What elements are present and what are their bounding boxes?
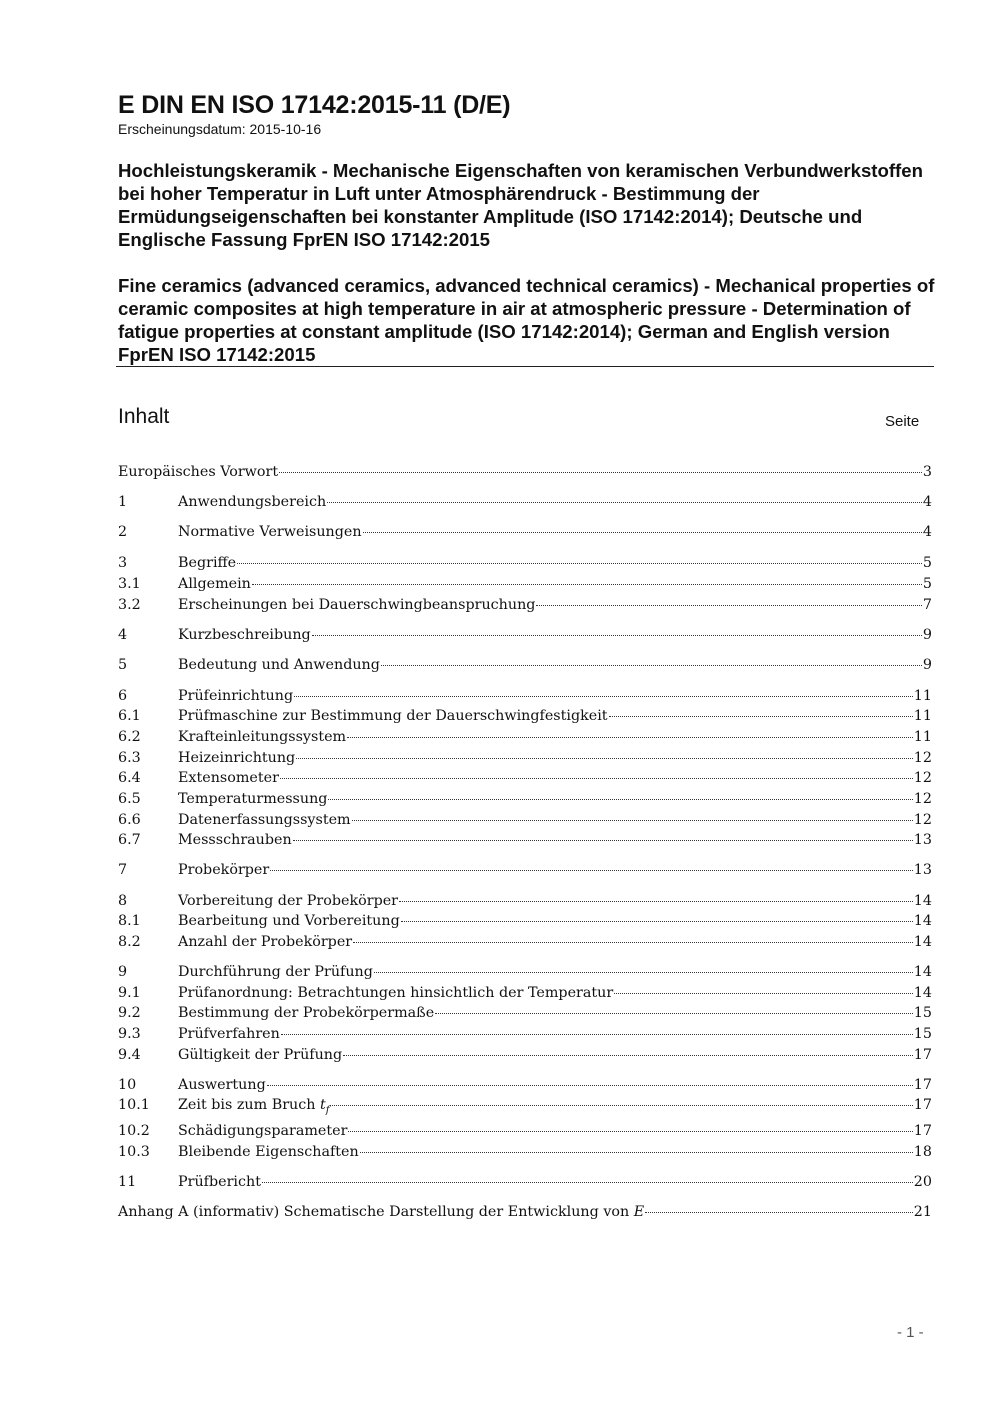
toc-entry-page: 15 bbox=[913, 1026, 932, 1042]
toc-dot-leader bbox=[312, 635, 922, 636]
toc-entry-number: 6.6 bbox=[118, 812, 141, 828]
german-title: Hochleistungskeramik - Mechanische Eigenschaften von keramischen Verbundwerkstoffen bei hoher Temperatur in Luft unter Atmosphärendruck - Bestimmung der Ermüdungseigenschaften bei konstanter Amplitude (ISO 17142:2014); Deutsche und Englische Fassung FprEN ISO 17142:2015 bbox=[118, 160, 923, 250]
toc-entry-page: 5 bbox=[922, 576, 932, 592]
toc-entry[interactable] bbox=[118, 1123, 932, 1144]
toc-entry-title bbox=[178, 1077, 266, 1093]
toc-entry-number: 10.3 bbox=[118, 1144, 150, 1160]
toc-entry-number: 3 bbox=[118, 555, 128, 571]
toc-dot-leader bbox=[348, 1131, 912, 1132]
toc-entry[interactable] bbox=[118, 708, 932, 729]
toc-entry-title-text: Bleibende Eigenschaften bbox=[178, 1144, 359, 1160]
toc-entry-title bbox=[178, 524, 362, 540]
toc-heading: Inhalt bbox=[118, 405, 170, 428]
toc-entry-number: 1 bbox=[118, 494, 128, 510]
toc-entry-title bbox=[178, 1047, 342, 1063]
toc-entry-title-text: Prüfeinrichtung bbox=[178, 688, 294, 704]
toc-entry-title-text: Schädigungsparameter bbox=[178, 1123, 348, 1139]
toc-entry-title-text: Normative Verweisungen bbox=[178, 524, 362, 540]
toc-entry[interactable] bbox=[118, 1005, 932, 1026]
toc-entry[interactable] bbox=[118, 1097, 932, 1118]
toc-entry-page: 12 bbox=[913, 812, 932, 828]
toc-entry-number: 10.1 bbox=[118, 1097, 150, 1113]
toc-entry-title-text: Kurzbeschreibung bbox=[178, 627, 311, 643]
toc-entry[interactable] bbox=[118, 1026, 932, 1047]
toc-entry-title-text: Vorbereitung der Probekörper bbox=[178, 893, 399, 909]
toc-entry[interactable] bbox=[118, 1174, 932, 1195]
toc-entry-title-text: Prüfverfahren bbox=[178, 1026, 280, 1042]
toc-page-label: Seite bbox=[885, 413, 920, 430]
toc-entry-page: 4 bbox=[922, 494, 932, 510]
toc-entry-title-text: Europäisches Vorwort bbox=[118, 464, 279, 480]
toc-entry-title bbox=[178, 1026, 280, 1042]
toc-entry-number: 9.4 bbox=[118, 1047, 141, 1063]
toc-entry-title-text: Bestimmung der Probekörpermaße bbox=[178, 1005, 435, 1021]
toc-entry-page: 14 bbox=[913, 964, 932, 980]
toc-entry-page: 15 bbox=[913, 1005, 932, 1021]
toc-entry-title bbox=[178, 750, 295, 766]
toc-dot-leader bbox=[360, 1152, 913, 1153]
toc-dot-leader bbox=[328, 799, 912, 800]
toc-entry[interactable] bbox=[118, 812, 932, 833]
toc-entry-title-text: Erscheinungen bei Dauerschwingbeanspruchung bbox=[178, 597, 536, 613]
toc-dot-leader bbox=[363, 532, 922, 533]
toc-dot-leader bbox=[343, 1055, 913, 1056]
toc-entry-number: 7 bbox=[118, 862, 128, 878]
toc-entry-number: 6.2 bbox=[118, 729, 141, 745]
toc-entry[interactable] bbox=[118, 627, 932, 648]
toc-entry-number: 9 bbox=[118, 964, 128, 980]
toc-dot-leader bbox=[252, 584, 922, 585]
toc-entry-page: 17 bbox=[913, 1097, 932, 1113]
english-title: Fine ceramics (advanced ceramics, advanced technical ceramics) - Mechanical properties of ceramic composites at high temperature in air at atmospheric pressure - Determination of fatigue properties at constant amplitude (ISO 17142:2014); German and English version FprEN ISO 17142:2015 bbox=[118, 275, 935, 365]
toc-entry[interactable] bbox=[118, 1144, 932, 1165]
toc-entry-title bbox=[118, 1204, 644, 1220]
toc-entry-page: 13 bbox=[913, 862, 932, 878]
toc-dot-leader bbox=[270, 870, 913, 871]
toc-entry-title bbox=[178, 627, 311, 643]
toc-entry-number: 6.7 bbox=[118, 832, 141, 848]
toc-entry-page: 11 bbox=[913, 708, 932, 724]
toc-entry-number: 8.2 bbox=[118, 934, 141, 950]
toc-entry-title-text: Zeit bis zum Bruch bbox=[178, 1097, 316, 1113]
toc-dot-leader bbox=[399, 901, 913, 902]
toc-entry-title bbox=[178, 729, 346, 745]
toc-entry[interactable] bbox=[118, 555, 932, 576]
toc-entry-number: 8 bbox=[118, 893, 128, 909]
toc-entry-number: 9.2 bbox=[118, 1005, 141, 1021]
toc-entry[interactable] bbox=[118, 832, 932, 853]
toc-dot-leader bbox=[294, 696, 913, 697]
toc-entry-title bbox=[118, 464, 278, 480]
toc-entry-number: 6.5 bbox=[118, 791, 141, 807]
toc-entry-title-text: Begriffe bbox=[178, 555, 237, 571]
toc-entry[interactable] bbox=[118, 964, 932, 985]
toc-entry[interactable] bbox=[118, 1077, 932, 1098]
toc-entry[interactable] bbox=[118, 597, 932, 618]
toc-entry-page: 13 bbox=[913, 832, 932, 848]
toc-entry-page: 5 bbox=[922, 555, 932, 571]
publication-date: Erscheinungsdatum: 2015-10-16 bbox=[118, 121, 322, 137]
toc-entry-title-text: Extensometer bbox=[178, 770, 279, 786]
toc-dot-leader bbox=[237, 563, 922, 564]
toc-entry-page: 18 bbox=[913, 1144, 932, 1160]
toc-dot-leader bbox=[281, 1034, 913, 1035]
toc-dot-leader bbox=[327, 502, 922, 503]
toc-entry-title bbox=[178, 862, 269, 878]
toc-dot-leader bbox=[614, 993, 913, 994]
toc-dot-leader bbox=[374, 972, 913, 973]
toc-dot-leader bbox=[293, 840, 913, 841]
toc-entry-title bbox=[178, 1005, 434, 1021]
toc-entry[interactable] bbox=[118, 893, 932, 914]
math-subscript: f bbox=[325, 1104, 330, 1116]
toc-entry-title-text: Krafteinleitungssystem bbox=[178, 729, 347, 745]
toc-dot-leader bbox=[536, 605, 921, 606]
toc-entry-title bbox=[178, 1144, 359, 1160]
toc-entry-page: 14 bbox=[913, 934, 932, 950]
toc-entry-number: 9.3 bbox=[118, 1026, 141, 1042]
toc-entry-number: 9.1 bbox=[118, 985, 141, 1001]
math-symbol: E bbox=[633, 1204, 645, 1220]
toc-entry-title bbox=[178, 494, 326, 510]
toc-dot-leader bbox=[435, 1013, 913, 1014]
toc-entry-title-text: Durchführung der Prüfung bbox=[178, 964, 373, 980]
toc-entry-number: 6 bbox=[118, 688, 128, 704]
toc-entry-title bbox=[178, 597, 535, 613]
toc-entry-title-text: Bedeutung und Anwendung bbox=[178, 657, 380, 673]
toc-entry-title-text: Heizeinrichtung bbox=[178, 750, 296, 766]
toc-entry-page: 7 bbox=[922, 597, 932, 613]
toc-entry-title bbox=[178, 791, 327, 807]
toc-entry-title-text: Probekörper bbox=[178, 862, 270, 878]
toc-entry-title-text: Prüfanordnung: Betrachtungen hinsichtlich der Temperatur bbox=[178, 985, 614, 1001]
toc-entry-title bbox=[178, 688, 293, 704]
toc-entry-title-text: Bearbeitung und Vorbereitung bbox=[178, 913, 400, 929]
toc-entry-title-text: Auswertung bbox=[178, 1077, 266, 1093]
toc-entry-page: 17 bbox=[913, 1047, 932, 1063]
toc-entry-page: 9 bbox=[922, 627, 932, 643]
math-symbol: t bbox=[320, 1097, 326, 1113]
toc-entry-title-text: Gültigkeit der Prüfung bbox=[178, 1047, 343, 1063]
toc-entry-page: 17 bbox=[913, 1077, 932, 1093]
toc-entry[interactable] bbox=[118, 524, 932, 545]
toc-entry-page: 12 bbox=[913, 750, 932, 766]
toc-entry-title bbox=[178, 708, 608, 724]
toc-entry-number: 10.2 bbox=[118, 1123, 150, 1139]
toc-entry[interactable] bbox=[118, 464, 932, 485]
toc-dot-leader bbox=[609, 716, 913, 717]
toc-entry-number: 10 bbox=[118, 1077, 137, 1093]
toc-entry-title-text: Datenerfassungssystem bbox=[178, 812, 351, 828]
toc-entry[interactable] bbox=[118, 1047, 932, 1068]
toc-entry[interactable] bbox=[118, 1204, 932, 1225]
toc-dot-leader bbox=[267, 1085, 913, 1086]
toc-entry-number: 6.3 bbox=[118, 750, 141, 766]
toc-entry-title-text: Allgemein bbox=[178, 576, 251, 592]
toc-entry-page: 11 bbox=[913, 688, 932, 704]
toc-entry[interactable] bbox=[118, 688, 932, 709]
toc-entry-title bbox=[178, 964, 373, 980]
toc-entry-title bbox=[178, 812, 351, 828]
toc-entry-number: 8.1 bbox=[118, 913, 141, 929]
toc-entry-title bbox=[178, 893, 398, 909]
toc-entry-page: 21 bbox=[913, 1204, 932, 1220]
toc-entry-title-text: Anzahl der Probekörper bbox=[178, 934, 353, 950]
toc-entry-title bbox=[178, 913, 400, 929]
toc-entry-page: 11 bbox=[913, 729, 932, 745]
toc-entry-title-text: Prüfmaschine zur Bestimmung der Dauerschwingfestigkeit bbox=[178, 708, 608, 724]
toc-entry[interactable] bbox=[118, 494, 932, 515]
toc-entry[interactable] bbox=[118, 862, 932, 883]
toc-entry-page: 12 bbox=[913, 791, 932, 807]
toc-entry[interactable] bbox=[118, 913, 932, 934]
toc-entry-title bbox=[178, 1097, 329, 1116]
toc-entry-number: 6.1 bbox=[118, 708, 141, 724]
toc-entry[interactable] bbox=[118, 729, 932, 750]
toc-entry-page: 12 bbox=[913, 770, 932, 786]
toc-entry-page: 4 bbox=[922, 524, 932, 540]
toc-entry-title bbox=[178, 770, 279, 786]
document-id: E DIN EN ISO 17142:2015-11 (D/E) bbox=[118, 91, 511, 119]
toc-dot-leader bbox=[352, 820, 913, 821]
toc-dot-leader bbox=[262, 1182, 913, 1183]
toc-entry[interactable] bbox=[118, 770, 932, 791]
toc-entry-number: 3.2 bbox=[118, 597, 141, 613]
toc-entry-title-text: Temperaturmessung bbox=[178, 791, 328, 807]
toc-entry-number: 11 bbox=[118, 1174, 137, 1190]
toc-dot-leader bbox=[347, 737, 913, 738]
toc-entry-title bbox=[178, 985, 613, 1001]
toc-entry-number: 2 bbox=[118, 524, 128, 540]
toc-entry-number: 5 bbox=[118, 657, 128, 673]
toc-entry-page: 14 bbox=[913, 913, 932, 929]
toc-entry-page: 17 bbox=[913, 1123, 932, 1139]
toc-entry-title bbox=[178, 555, 236, 571]
toc-entry-number: 6.4 bbox=[118, 770, 141, 786]
toc-entry-page: 20 bbox=[913, 1174, 932, 1190]
toc-entry[interactable] bbox=[118, 934, 932, 955]
toc-entry-title-text: Prüfbericht bbox=[178, 1174, 261, 1190]
toc-dot-leader bbox=[353, 942, 913, 943]
page-number: - 1 - bbox=[897, 1324, 924, 1341]
toc-entry-number: 4 bbox=[118, 627, 128, 643]
toc-entry-title bbox=[178, 832, 292, 848]
toc-entry-page: 3 bbox=[922, 464, 932, 480]
toc-entry[interactable] bbox=[118, 750, 932, 771]
toc-entry-page: 9 bbox=[922, 657, 932, 673]
toc-entry[interactable] bbox=[118, 985, 932, 1006]
toc-entry-title-text: Messschrauben bbox=[178, 832, 292, 848]
toc-dot-leader bbox=[296, 758, 913, 759]
toc-dot-leader bbox=[330, 1105, 912, 1106]
toc-dot-leader bbox=[645, 1212, 913, 1213]
toc-dot-leader bbox=[279, 472, 922, 473]
toc-entry-title bbox=[178, 934, 352, 950]
toc-entry-title-text: Anwendungsbereich bbox=[178, 494, 327, 510]
toc-entry[interactable] bbox=[118, 657, 932, 678]
toc-entry-title bbox=[178, 657, 380, 673]
toc-dot-leader bbox=[280, 778, 913, 779]
toc-entry[interactable] bbox=[118, 576, 932, 597]
toc-entry-page: 14 bbox=[913, 985, 932, 1001]
toc-dot-leader bbox=[401, 921, 913, 922]
toc-entry-title bbox=[178, 1174, 261, 1190]
toc-entry-page: 14 bbox=[913, 893, 932, 909]
toc-entry-title bbox=[178, 576, 251, 592]
toc-entry-title bbox=[178, 1123, 347, 1139]
toc-entry[interactable] bbox=[118, 791, 932, 812]
title-divider bbox=[116, 366, 934, 367]
toc-dot-leader bbox=[381, 665, 922, 666]
toc-entry-title-text: Anhang A (informativ) Schematische Darstellung der Entwicklung von bbox=[118, 1204, 630, 1220]
toc-entry-number: 3.1 bbox=[118, 576, 141, 592]
